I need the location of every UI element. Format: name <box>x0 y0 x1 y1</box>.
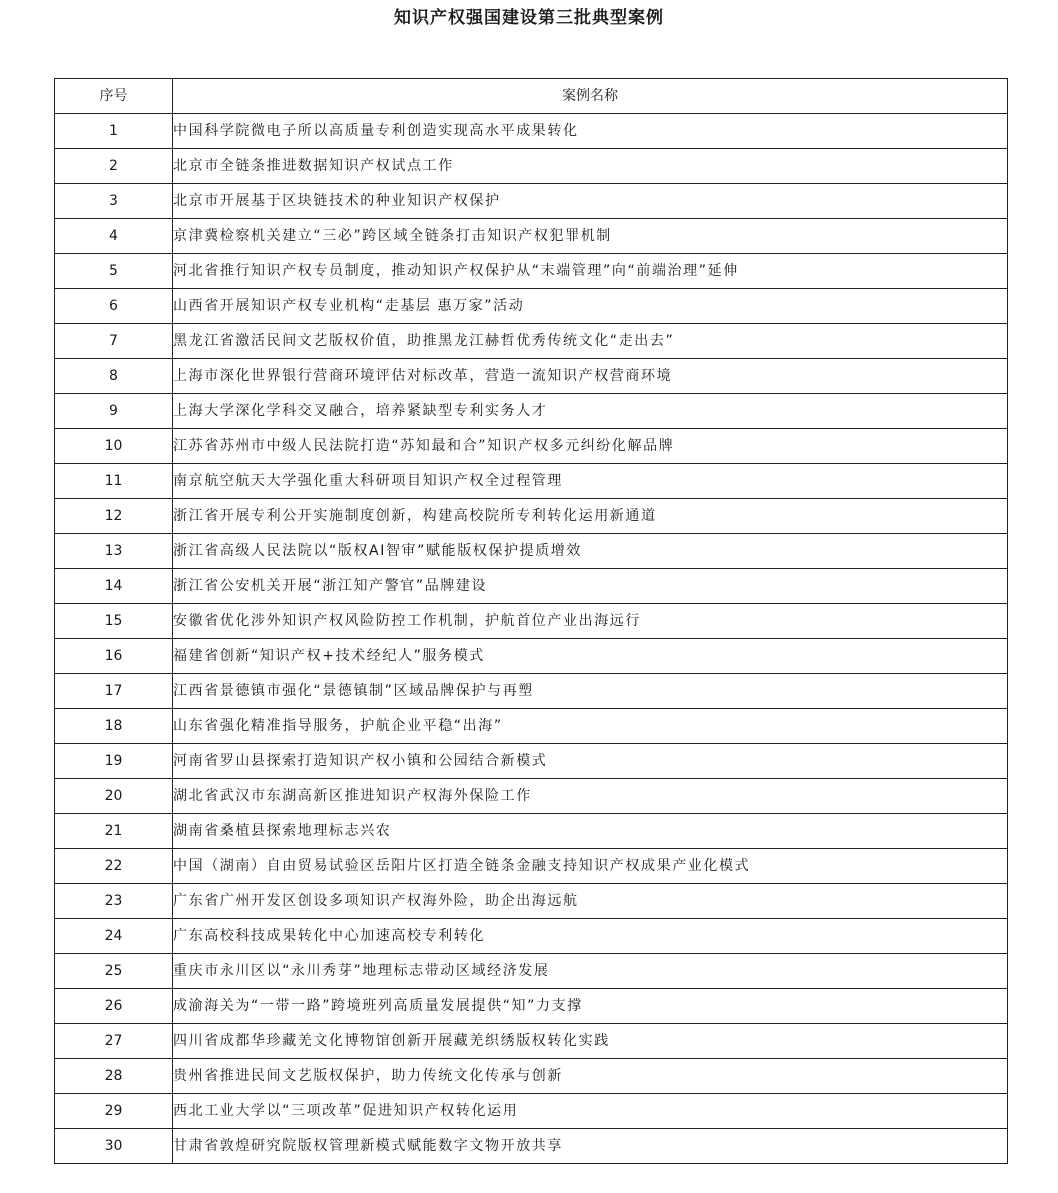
row-number: 8 <box>55 359 173 394</box>
table-row <box>55 1094 1008 1129</box>
header-case-name: 案例名称 <box>173 79 1008 114</box>
table-row <box>55 814 1008 849</box>
row-number: 4 <box>55 219 173 254</box>
row-number: 16 <box>55 639 173 674</box>
table-row <box>55 254 1008 289</box>
table-row <box>55 429 1008 464</box>
case-name: 浙江省高级人民法院以“版权AI智审”赋能版权保护提质增效 <box>173 534 1008 569</box>
case-name: 河南省罗山县探索打造知识产权小镇和公园结合新模式 <box>173 744 1008 779</box>
table-row <box>55 779 1008 814</box>
row-number: 19 <box>55 744 173 779</box>
row-number: 23 <box>55 884 173 919</box>
table-row <box>55 639 1008 674</box>
row-number: 25 <box>55 954 173 989</box>
document-title: 知识产权强国建设第三批典型案例 <box>394 8 664 28</box>
case-name: 湖南省桑植县探索地理标志兴农 <box>173 814 1008 849</box>
table-row <box>55 674 1008 709</box>
row-number: 30 <box>55 1129 173 1164</box>
row-number: 12 <box>55 499 173 534</box>
row-number: 13 <box>55 534 173 569</box>
case-name: 福建省创新“知识产权+技术经纪人”服务模式 <box>173 639 1008 674</box>
row-number: 24 <box>55 919 173 954</box>
case-name: 南京航空航天大学强化重大科研项目知识产权全过程管理 <box>173 464 1008 499</box>
case-name: 成渝海关为“一带一路”跨境班列高质量发展提供“知”力支撑 <box>173 989 1008 1024</box>
case-name: 北京市全链条推进数据知识产权试点工作 <box>173 149 1008 184</box>
table-row <box>55 849 1008 884</box>
table-row <box>55 884 1008 919</box>
table-row <box>55 569 1008 604</box>
case-name: 江苏省苏州市中级人民法院打造“苏知最和合”知识产权多元纠纷化解品牌 <box>173 429 1008 464</box>
table-row <box>55 989 1008 1024</box>
row-number: 7 <box>55 324 173 359</box>
table-row <box>55 919 1008 954</box>
table-row <box>55 709 1008 744</box>
row-number: 9 <box>55 394 173 429</box>
table-row <box>55 954 1008 989</box>
case-name: 北京市开展基于区块链技术的种业知识产权保护 <box>173 184 1008 219</box>
case-name: 京津冀检察机关建立“三必”跨区域全链条打击知识产权犯罪机制 <box>173 219 1008 254</box>
row-number: 28 <box>55 1059 173 1094</box>
cases-table <box>54 78 1008 1164</box>
case-name: 山东省强化精准指导服务，护航企业平稳“出海” <box>173 709 1008 744</box>
row-number: 5 <box>55 254 173 289</box>
case-name: 湖北省武汉市东湖高新区推进知识产权海外保险工作 <box>173 779 1008 814</box>
case-name: 西北工业大学以“三项改革”促进知识产权转化运用 <box>173 1094 1008 1129</box>
case-name: 上海大学深化学科交叉融合，培养紧缺型专利实务人才 <box>173 394 1008 429</box>
table-row <box>55 744 1008 779</box>
table-row <box>55 149 1008 184</box>
case-name: 贵州省推进民间文艺版权保护，助力传统文化传承与创新 <box>173 1059 1008 1094</box>
row-number: 26 <box>55 989 173 1024</box>
header-number: 序号 <box>55 79 173 114</box>
row-number: 18 <box>55 709 173 744</box>
case-name: 上海市深化世界银行营商环境评估对标改革，营造一流知识产权营商环境 <box>173 359 1008 394</box>
table-row <box>55 219 1008 254</box>
row-number: 14 <box>55 569 173 604</box>
case-name: 江西省景德镇市强化“景德镇制”区域品牌保护与再塑 <box>173 674 1008 709</box>
row-number: 22 <box>55 849 173 884</box>
case-name: 甘肃省敦煌研究院版权管理新模式赋能数字文物开放共享 <box>173 1129 1008 1164</box>
case-name: 中国科学院微电子所以高质量专利创造实现高水平成果转化 <box>173 114 1008 149</box>
table-row <box>55 394 1008 429</box>
table-row <box>55 289 1008 324</box>
row-number: 15 <box>55 604 173 639</box>
case-name: 广东省广州开发区创设多项知识产权海外险，助企出海远航 <box>173 884 1008 919</box>
row-number: 20 <box>55 779 173 814</box>
table-row <box>55 184 1008 219</box>
table-row <box>55 1129 1008 1164</box>
case-name: 安徽省优化涉外知识产权风险防控工作机制，护航首位产业出海远行 <box>173 604 1008 639</box>
table-row <box>55 359 1008 394</box>
table-row <box>55 1059 1008 1094</box>
table-row <box>55 1024 1008 1059</box>
row-number: 1 <box>55 114 173 149</box>
table-body <box>55 114 1008 1164</box>
case-name: 重庆市永川区以“永川秀芽”地理标志带动区域经济发展 <box>173 954 1008 989</box>
row-number: 6 <box>55 289 173 324</box>
case-name: 河北省推行知识产权专员制度，推动知识产权保护从“末端管理”向“前端治理”延伸 <box>173 254 1008 289</box>
table-row <box>55 499 1008 534</box>
table-row <box>55 464 1008 499</box>
row-number: 21 <box>55 814 173 849</box>
table-row <box>55 114 1008 149</box>
case-name: 中国（湖南）自由贸易试验区岳阳片区打造全链条金融支持知识产权成果产业化模式 <box>173 849 1008 884</box>
case-name: 浙江省开展专利公开实施制度创新，构建高校院所专利转化运用新通道 <box>173 499 1008 534</box>
row-number: 2 <box>55 149 173 184</box>
row-number: 29 <box>55 1094 173 1129</box>
row-number: 11 <box>55 464 173 499</box>
case-name: 浙江省公安机关开展“浙江知产警官”品牌建设 <box>173 569 1008 604</box>
row-number: 27 <box>55 1024 173 1059</box>
case-name: 山西省开展知识产权专业机构“走基层 惠万家”活动 <box>173 289 1008 324</box>
table-row <box>55 324 1008 359</box>
row-number: 10 <box>55 429 173 464</box>
case-name: 四川省成都华珍藏羌文化博物馆创新开展藏羌织绣版权转化实践 <box>173 1024 1008 1059</box>
row-number: 17 <box>55 674 173 709</box>
table-header-row <box>55 79 1008 114</box>
case-name: 广东高校科技成果转化中心加速高校专利转化 <box>173 919 1008 954</box>
row-number: 3 <box>55 184 173 219</box>
table-row <box>55 534 1008 569</box>
case-name: 黑龙江省激活民间文艺版权价值，助推黑龙江赫哲优秀传统文化“走出去” <box>173 324 1008 359</box>
table-row <box>55 604 1008 639</box>
